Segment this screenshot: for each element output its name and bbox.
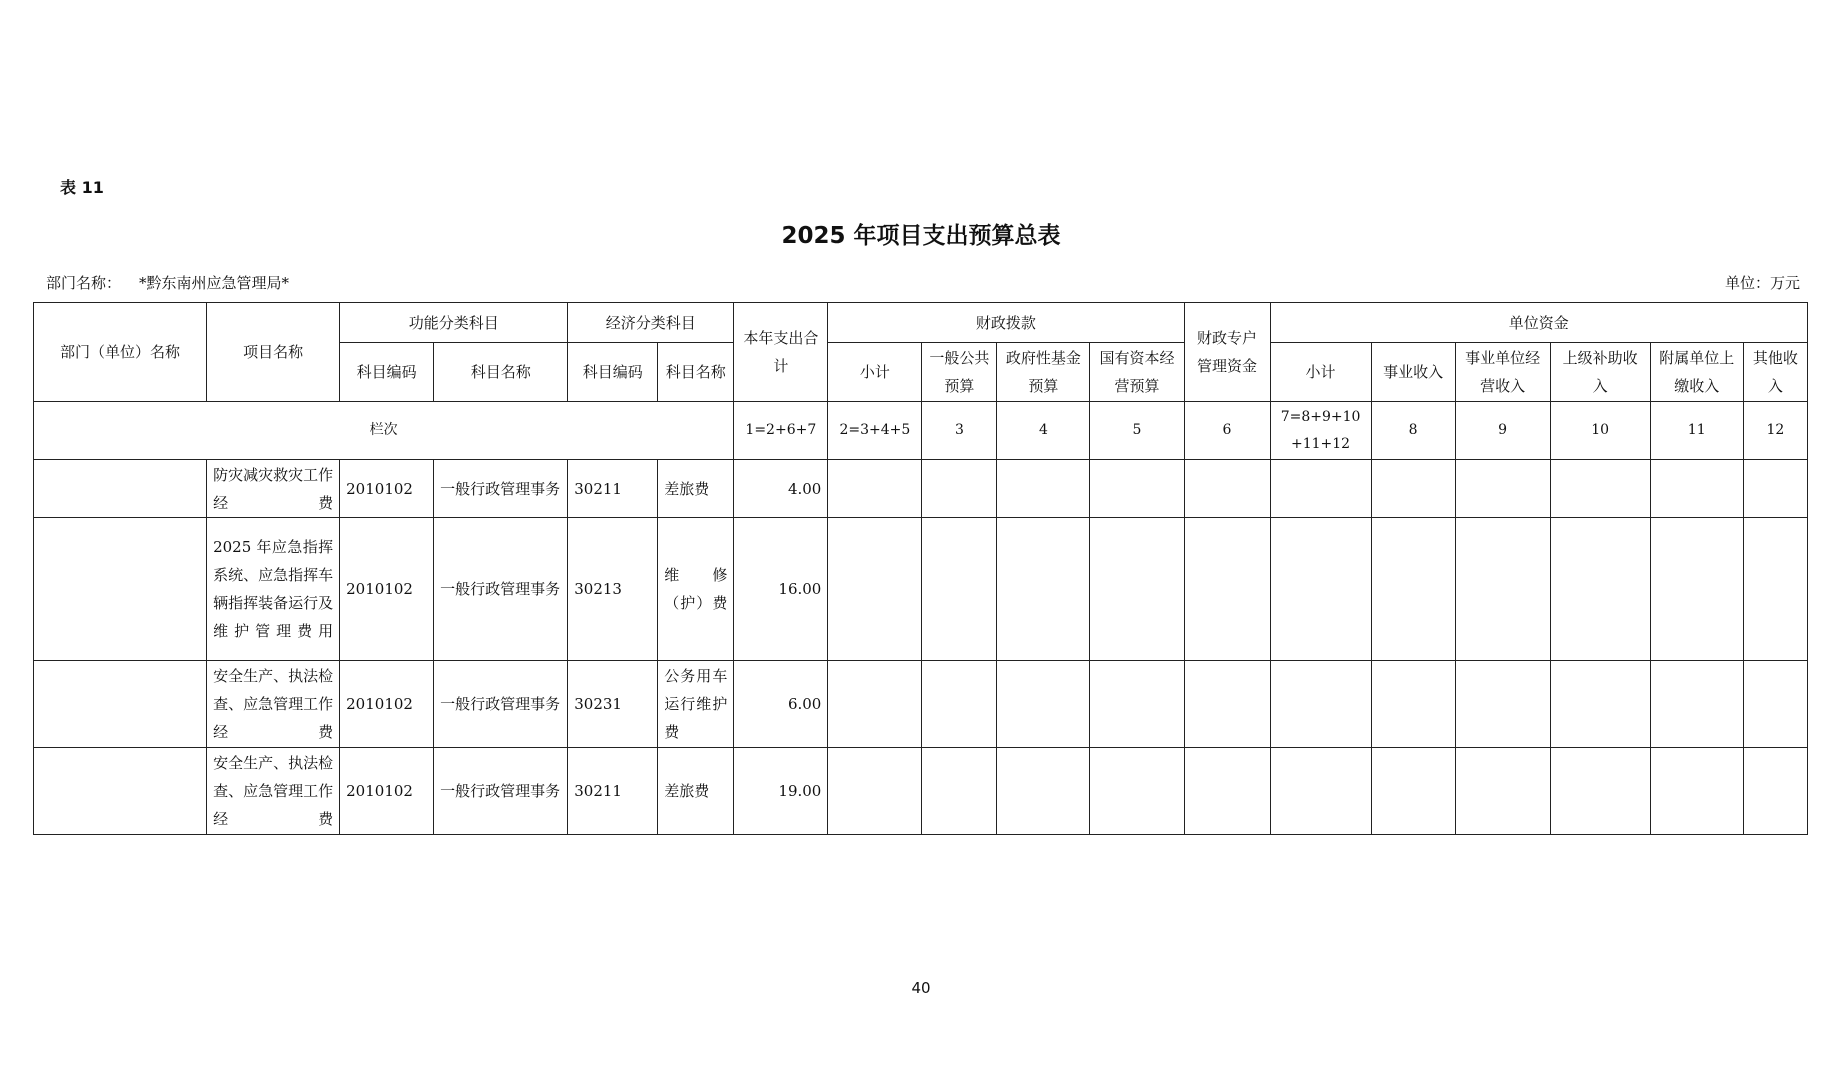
- cell-empty: [1455, 748, 1550, 835]
- cell-func-code: 2010102: [340, 748, 434, 835]
- cell-empty: [1184, 661, 1270, 748]
- cell-empty: [922, 661, 997, 748]
- header-row-1: [34, 303, 1808, 343]
- sequence-cell: 8: [1371, 402, 1455, 460]
- cell-econ-name: 差旅费: [658, 460, 734, 518]
- cell-empty: [1743, 518, 1807, 661]
- cell-econ-code: 30211: [568, 748, 658, 835]
- department-line: [46, 272, 289, 293]
- cell-empty: [1455, 460, 1550, 518]
- cell-empty: [997, 661, 1090, 748]
- header-fiscal-subtotal: 小计: [828, 343, 922, 402]
- cell-empty: [1371, 518, 1455, 661]
- cell-func-code: 2010102: [340, 518, 434, 661]
- cell-econ-name: 公务用车运行维护费: [658, 661, 734, 748]
- cell-empty: [1090, 748, 1184, 835]
- sequence-cell: 6: [1184, 402, 1270, 460]
- header-project-name: 项目名称: [207, 303, 340, 402]
- page-number: 40: [911, 979, 931, 997]
- cell-empty: [1550, 661, 1650, 748]
- cell-dept: [34, 460, 207, 518]
- cell-empty: [922, 460, 997, 518]
- table-row: [34, 748, 1808, 835]
- sequence-cell: 9: [1455, 402, 1550, 460]
- header-special-account-funds: 财政专户管理资金: [1184, 303, 1270, 402]
- cell-project-name: 2025 年应急指挥系统、应急指挥车辆指挥装备运行及维护管理费用: [207, 518, 340, 661]
- cell-empty: [1743, 460, 1807, 518]
- cell-empty: [1270, 661, 1371, 748]
- header-general-public-budget: 一般公共预算: [922, 343, 997, 402]
- cell-econ-code: 30231: [568, 661, 658, 748]
- cell-empty: [1743, 748, 1807, 835]
- cell-empty: [1455, 518, 1550, 661]
- cell-func-name: 一般行政管理事务: [434, 518, 568, 661]
- cell-econ-code: 30213: [568, 518, 658, 661]
- cell-dept: [34, 748, 207, 835]
- cell-func-name: 一般行政管理事务: [434, 460, 568, 518]
- sequence-cell: 3: [922, 402, 997, 460]
- sequence-cell: 12: [1743, 402, 1807, 460]
- department-label: 部门名称：: [46, 274, 122, 292]
- header-total: 本年支出合计: [734, 303, 828, 402]
- sequence-cell: 5: [1090, 402, 1184, 460]
- cell-empty: [997, 748, 1090, 835]
- cell-empty: [1650, 661, 1743, 748]
- cell-econ-name: 差旅费: [658, 748, 734, 835]
- page-title: 2025 年项目支出预算总表: [781, 223, 1061, 249]
- table-number: 表 11: [60, 178, 104, 197]
- cell-empty: [1270, 518, 1371, 661]
- table-row: [34, 518, 1808, 661]
- project-budget-table: [33, 302, 1808, 835]
- cell-empty: [828, 748, 922, 835]
- sequence-label: 栏次: [34, 402, 734, 460]
- cell-func-code: 2010102: [340, 460, 434, 518]
- cell-func-code: 2010102: [340, 661, 434, 748]
- header-superior-subsidy: 上级补助收入: [1550, 343, 1650, 402]
- cell-empty: [828, 661, 922, 748]
- sequence-cell: 4: [997, 402, 1090, 460]
- cell-empty: [1455, 661, 1550, 748]
- header-career-income: 事业收入: [1371, 343, 1455, 402]
- cell-empty: [1184, 460, 1270, 518]
- sequence-cell: 2=3+4+5: [828, 402, 922, 460]
- header-state-capital-budget: 国有资本经营预算: [1090, 343, 1184, 402]
- cell-empty: [1270, 748, 1371, 835]
- header-unit-funds: 单位资金: [1270, 303, 1807, 343]
- header-unit-subtotal: 小计: [1270, 343, 1371, 402]
- cell-empty: [1270, 460, 1371, 518]
- cell-empty: [1184, 748, 1270, 835]
- cell-econ-code: 30211: [568, 460, 658, 518]
- cell-func-name: 一般行政管理事务: [434, 748, 568, 835]
- cell-total: 6.00: [734, 661, 828, 748]
- cell-total: 4.00: [734, 460, 828, 518]
- cell-empty: [1371, 460, 1455, 518]
- header-econ-code: 科目编码: [568, 343, 658, 402]
- cell-empty: [1090, 460, 1184, 518]
- column-sequence-row: [34, 402, 1808, 460]
- header-econ-name: 科目名称: [658, 343, 734, 402]
- header-business-income: 事业单位经营收入: [1455, 343, 1550, 402]
- cell-total: 19.00: [734, 748, 828, 835]
- cell-total: 16.00: [734, 518, 828, 661]
- cell-project-name: 防灾减灾救灾工作经费: [207, 460, 340, 518]
- cell-project-name: 安全生产、执法检查、应急管理工作经费: [207, 748, 340, 835]
- cell-empty: [1371, 661, 1455, 748]
- sequence-cell: 11: [1650, 402, 1743, 460]
- table-row: [34, 460, 1808, 518]
- cell-empty: [828, 518, 922, 661]
- header-dept-unit-name: 部门（单位）名称: [34, 303, 207, 402]
- cell-empty: [1743, 661, 1807, 748]
- cell-empty: [1650, 460, 1743, 518]
- sequence-cell: 10: [1550, 402, 1650, 460]
- header-fiscal-appropriation: 财政拨款: [828, 303, 1184, 343]
- department-value: *黔东南州应急管理局*: [139, 274, 290, 292]
- cell-empty: [1650, 748, 1743, 835]
- cell-empty: [922, 518, 997, 661]
- cell-project-name: 安全生产、执法检查、应急管理工作经费: [207, 661, 340, 748]
- unit-label: 单位：万元: [1724, 274, 1800, 292]
- sequence-cell: 1=2+6+7: [734, 402, 828, 460]
- cell-empty: [1090, 661, 1184, 748]
- header-function-classification: 功能分类科目: [340, 303, 568, 343]
- cell-empty: [1550, 460, 1650, 518]
- cell-dept: [34, 661, 207, 748]
- header-func-code: 科目编码: [340, 343, 434, 402]
- cell-empty: [828, 460, 922, 518]
- header-economic-classification: 经济分类科目: [568, 303, 734, 343]
- cell-econ-name: 维修（护）费: [658, 518, 734, 661]
- cell-empty: [922, 748, 997, 835]
- cell-empty: [1550, 748, 1650, 835]
- cell-empty: [1371, 748, 1455, 835]
- cell-empty: [997, 518, 1090, 661]
- header-affiliated-income: 附属单位上缴收入: [1650, 343, 1743, 402]
- table-row: [34, 661, 1808, 748]
- cell-empty: [1550, 518, 1650, 661]
- cell-empty: [1090, 518, 1184, 661]
- cell-func-name: 一般行政管理事务: [434, 661, 568, 748]
- sequence-cell: 7=8+9+10+11+12: [1270, 402, 1371, 460]
- cell-empty: [1184, 518, 1270, 661]
- header-other-income: 其他收入: [1743, 343, 1807, 402]
- cell-empty: [1650, 518, 1743, 661]
- cell-dept: [34, 518, 207, 661]
- header-gov-fund-budget: 政府性基金预算: [997, 343, 1090, 402]
- header-func-name: 科目名称: [434, 343, 568, 402]
- cell-empty: [997, 460, 1090, 518]
